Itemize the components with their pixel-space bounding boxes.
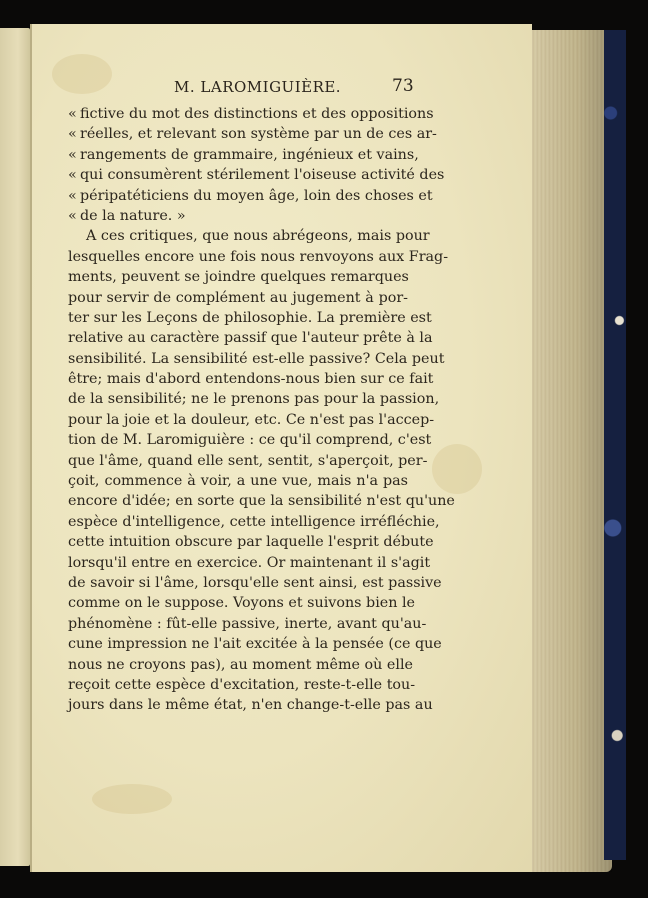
line-text: de savoir si l'âme, lorsqu'elle sent ainsi, est passive (68, 574, 442, 591)
text-line (68, 308, 432, 328)
text-line (68, 512, 440, 532)
line-text: comme on le suppose. Voyons et suivons bien le (68, 595, 416, 612)
text-line (68, 614, 427, 634)
paper-stain (432, 444, 482, 494)
text-line (68, 532, 434, 552)
line-text: nous ne croyons pas), au moment même où elle (68, 656, 413, 673)
text-line (68, 349, 445, 369)
line-text: être; mais d'abord entendons-nous bien sur ce fait (68, 371, 434, 388)
text-line (68, 695, 433, 715)
line-text: réelles, et relevant son système par un de ces ar- (80, 126, 437, 143)
book-page (30, 24, 532, 872)
line-text: phénomène : fût-elle passive, inerte, avant qu'au- (68, 615, 427, 632)
line-text: fictive du mot des distinctions et des oppositions (80, 106, 434, 122)
text-line (68, 369, 434, 389)
running-head (32, 76, 532, 100)
text-line (68, 491, 455, 511)
text-line (68, 593, 416, 613)
text-line (68, 471, 408, 491)
running-head-title: M. LAROMIGUIÈRE. (174, 78, 342, 96)
line-text: espèce d'intelligence, cette intelligence irréfléchie, (68, 513, 440, 530)
body-text (68, 104, 455, 716)
text-line (68, 675, 416, 695)
text-line (68, 267, 408, 287)
text-line (68, 389, 440, 409)
marbled-cover (604, 30, 626, 860)
line-text: ter sur les Leçons de philosophie. La première est (68, 309, 432, 326)
text-line (68, 328, 433, 348)
quote-mark: « (68, 187, 77, 204)
line-text: de la nature. » (80, 207, 186, 224)
line-text: péripatéticiens du moyen âge, loin des choses et (80, 187, 433, 204)
line-text: cune impression ne l'ait excitée à la pensée (ce que (68, 636, 442, 653)
text-line (68, 165, 445, 185)
text-line (68, 655, 413, 675)
line-text: A ces critiques, que nous abrégeons, mais pour (86, 228, 430, 245)
paper-stain (92, 784, 172, 814)
text-line (68, 145, 419, 165)
quote-mark: « (68, 167, 77, 184)
line-text: lorsqu'il entre en exercice. Or maintenant il s'agit (68, 554, 431, 571)
quote-mark: « (68, 126, 77, 143)
text-line (68, 288, 408, 308)
line-text: rangements de grammaire, ingénieux et vains, (80, 146, 419, 163)
line-text: de la sensibilité; ne le prenons pas pour la passion, (68, 391, 440, 408)
line-text: sensibilité. La sensibilité est-elle passive? Cela peut (68, 350, 445, 367)
quote-mark: « (68, 106, 77, 122)
line-text: pour la joie et la douleur, etc. Ce n'est pas l'accep- (68, 411, 435, 428)
text-line (68, 430, 432, 450)
quote-mark: « (68, 207, 77, 224)
text-line (68, 634, 442, 654)
text-line (68, 186, 433, 206)
text-line (68, 226, 430, 246)
text-line (68, 451, 428, 471)
line-text: relative au caractère passif que l'auteur prête à la (68, 330, 433, 347)
line-text: qui consumèrent stérilement l'oiseuse activité des (80, 167, 445, 184)
text-line (68, 104, 434, 124)
facing-page-edge (0, 28, 30, 866)
line-text: encore d'idée; en sorte que la sensibilité n'est qu'une (68, 493, 455, 510)
line-text: jours dans le même état, n'en change-t-elle pas au (68, 697, 433, 714)
page-number: 73 (392, 76, 414, 96)
line-text: reçoit cette espèce d'excitation, reste-t-elle tou- (68, 676, 416, 693)
line-text: tion de M. Laromiguière : ce qu'il comprend, c'est (68, 432, 432, 449)
book-fore-edge (526, 30, 612, 872)
text-line (68, 124, 437, 144)
quote-mark: « (68, 146, 77, 163)
text-line (68, 553, 431, 573)
text-line (68, 206, 408, 226)
line-text: cette intuition obscure par laquelle l'esprit débute (68, 534, 434, 551)
text-line (68, 247, 449, 267)
line-text: pour servir de complément au jugement à por- (68, 289, 408, 306)
line-text: ments, peuvent se joindre quelques remarques (68, 269, 409, 286)
line-text: çoit, commence à voir, a une vue, mais n'a pas (68, 473, 408, 490)
line-text: lesquelles encore une fois nous renvoyons aux Frag- (68, 248, 449, 265)
line-text: que l'âme, quand elle sent, sentit, s'aperçoit, per- (68, 452, 428, 469)
text-line (68, 410, 435, 430)
text-line (68, 573, 442, 593)
